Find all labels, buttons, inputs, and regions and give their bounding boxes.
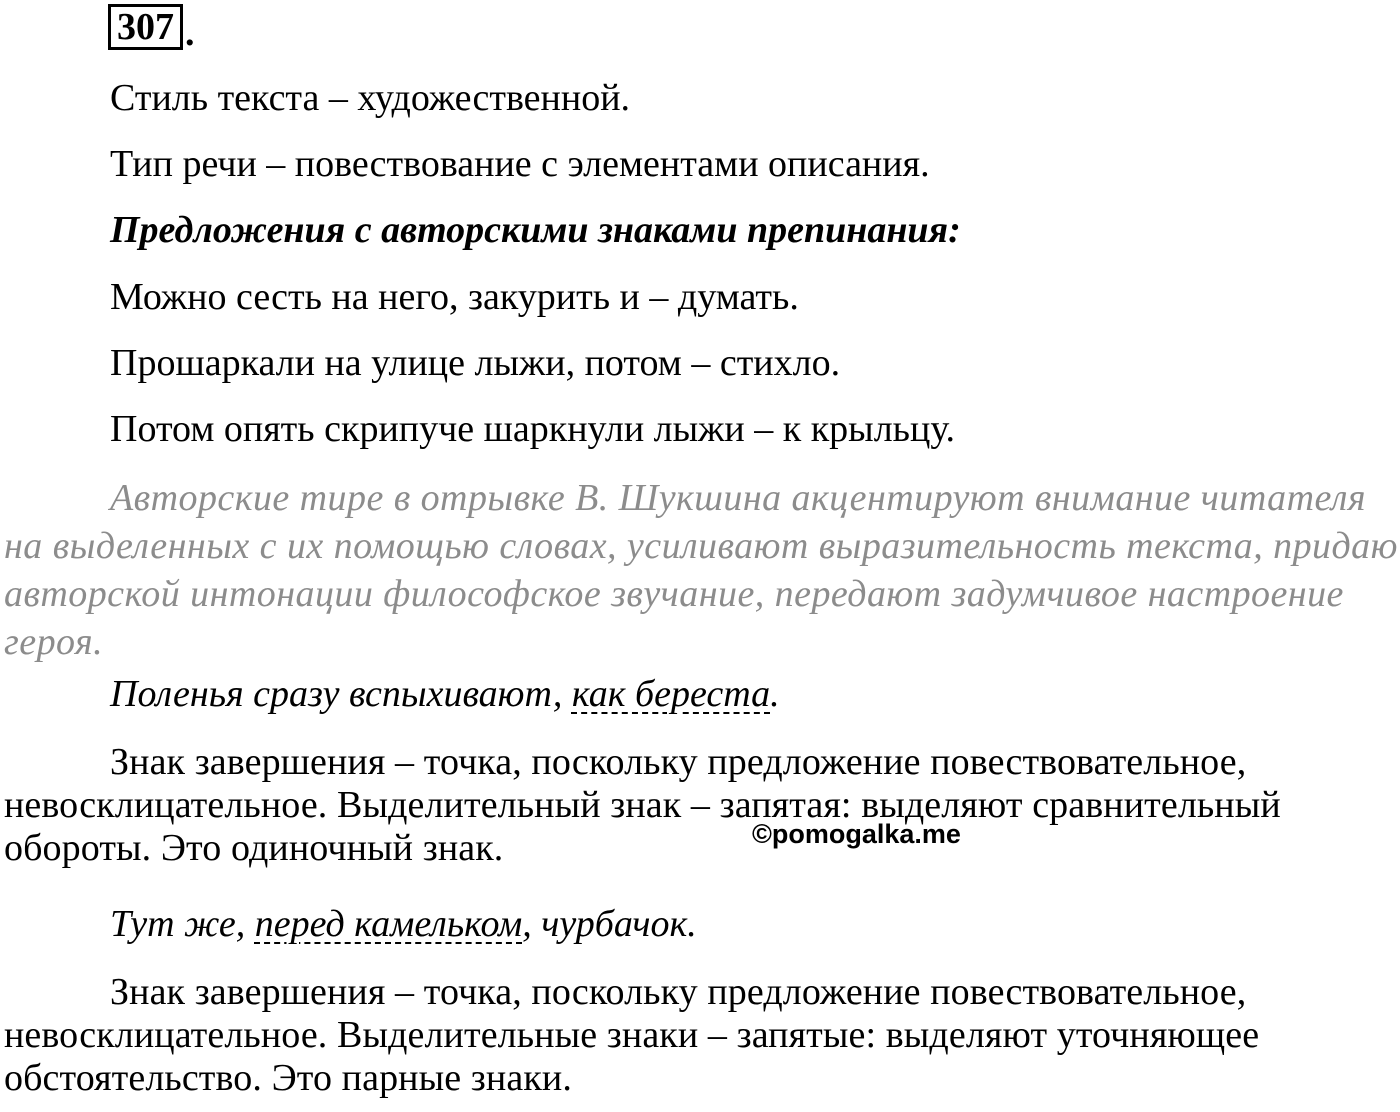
exercise-number-box: 307 xyxy=(108,4,183,50)
section-heading: Предложения с авторскими знаками препинания: xyxy=(110,209,961,251)
example-sentence-3: Потом опять скрипуче шаркнули лыжи – к крыльцу. xyxy=(110,408,956,450)
author-note: Авторские тире в отрывке В. Шукшина акцентируют внимание читателя на выделенных с их помощью словах, усиливают выразительность текста, придаю авторской интонации философское звучание, передают задумчивое настроение героя. xyxy=(4,477,1398,663)
example-5-end: , чурбачок. xyxy=(522,903,697,945)
example-sentence-2: Прошаркали на улице лыжи, потом – стихло. xyxy=(110,342,841,384)
example-4-text: Поленья сразу вспыхивают, xyxy=(110,673,572,715)
example-5-underlined: перед камельком xyxy=(254,903,523,945)
example-sentence-5 xyxy=(110,904,697,944)
watermark: ©pomogalka.me xyxy=(752,819,961,849)
analysis-paragraph-1: Знак завершения – точка, поскольку предложение повествовательное, невосклицательное. Выделительный знак – запятая: выделяют сравнительный обороты. Это одиночный знак. xyxy=(4,741,1281,869)
example-4-underlined: как береста xyxy=(571,673,771,715)
example-4-end: . xyxy=(770,673,780,715)
analysis-paragraph-2: Знак завершения – точка, поскольку предложение повествовательное, невосклицательное. Выделительные знаки – запятые: выделяют уточняющее обстоятельство. Это парные знаки. xyxy=(4,971,1260,1099)
exercise-number xyxy=(108,4,195,54)
exercise-number-dot: . xyxy=(185,12,195,54)
text-style-line: Стиль текста – художественной. xyxy=(110,77,631,119)
example-sentence-1: Можно сесть на него, закурить и – думать. xyxy=(110,276,799,318)
speech-type-line: Тип речи – повествование с элементами описания. xyxy=(110,143,930,185)
example-5-text: Тут же, xyxy=(110,903,255,945)
example-sentence-4 xyxy=(110,674,780,714)
